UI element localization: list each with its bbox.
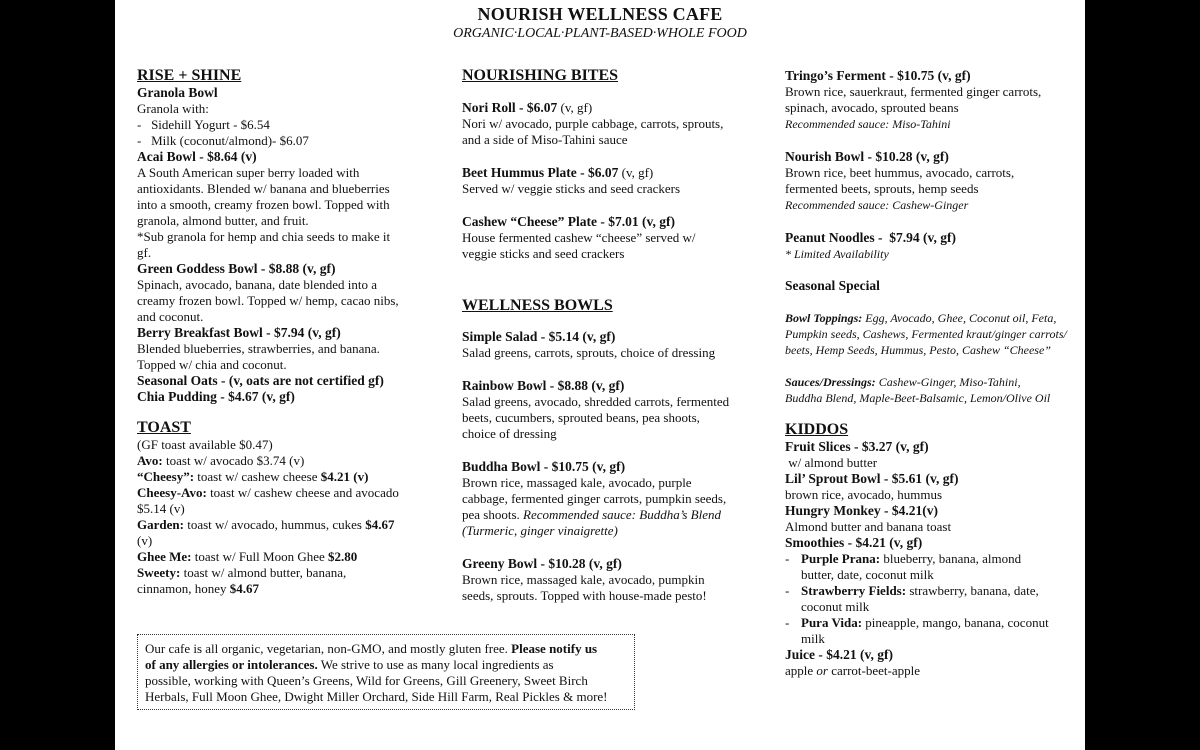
bowl-toppings-line <box>785 310 1067 326</box>
bullet-dash: - <box>785 583 790 598</box>
notice-emphasis: Please notify us <box>511 641 598 656</box>
beet-hummus-tag: (v, gf) <box>618 165 654 180</box>
toast-ghee-price: $2.80 <box>328 549 358 564</box>
chia-pudding-name: Chia Pudding - $4.67 (v, gf) <box>137 389 295 404</box>
lil-sprout-desc: brown rice, avocado, hummus <box>785 487 943 502</box>
granola-milk-option: - Milk (coconut/almond)- $6.07 <box>137 133 309 148</box>
acai-desc-line: into a smooth, creamy frozen bowl. Topped with <box>137 197 390 212</box>
nori-desc-line: Nori w/ avocado, purple cabbage, carrots, sprouts, <box>462 116 724 131</box>
nori-roll-name-line <box>462 100 729 116</box>
toast-sweety-desc: toast w/ almond butter, banana, <box>180 565 347 580</box>
toast-cheesy <box>137 469 399 485</box>
toast-avo-name: Avo: <box>137 453 163 468</box>
simple-salad-name: Simple Salad - $5.14 (v, gf) <box>462 329 616 344</box>
sauces-desc: Cashew-Ginger, Miso-Tahini, <box>875 375 1021 389</box>
toast-garden-desc: toast w/ avocado, hummus, cukes <box>183 517 366 532</box>
bullet-dash: - <box>785 615 790 630</box>
goddess-desc-line: creamy frozen bowl. Topped w/ hemp, cacao nibs, <box>137 293 399 308</box>
juice-or: or <box>816 663 828 678</box>
rainbow-desc-line: Salad greens, avocado, shredded carrots, fermented <box>462 394 730 409</box>
notice-line-2 <box>145 657 634 673</box>
toast-cheesy-avo <box>137 485 399 501</box>
smoothie-name: Purple Prana: <box>801 551 881 566</box>
beet-desc-line: Served w/ veggie sticks and seed crackers <box>462 181 681 196</box>
toast-sweety-price: $4.67 <box>229 581 260 596</box>
smoothie-name: Strawberry Fields: <box>801 583 907 598</box>
notice-emphasis: of any allergies or intolerances. <box>145 657 318 672</box>
seasonal-oats-name: Seasonal Oats - (v, oats are not certified gf) <box>137 373 384 388</box>
granola-bowl-name: Granola Bowl <box>137 85 218 100</box>
juice-desc <box>785 663 1067 679</box>
rainbow-desc-line: beets, cucumbers, sprouted beans, pea shoots, <box>462 410 700 425</box>
toast-cheesy-desc: toast w/ cashew cheese <box>194 469 321 484</box>
buddha-desc-text: pea shoots. <box>462 507 524 522</box>
lil-sprout-name: Lil’ Sprout Bowl - $5.61 (v, gf) <box>785 471 959 486</box>
column-right <box>785 68 1067 679</box>
simple-desc-line: Salad greens, carrots, sprouts, choice of dressing <box>462 345 716 360</box>
smoothie-pura-vida <box>785 615 1067 631</box>
rainbow-desc-line: choice of dressing <box>462 426 557 441</box>
greeny-desc-line: seeds, sprouts. Topped with house-made pesto! <box>462 588 707 603</box>
tringo-sauce: Recommended sauce: Miso-Tahini <box>785 117 951 131</box>
menu-page <box>115 0 1085 750</box>
granola-yogurt-option: - Sidehill Yogurt - $6.54 <box>137 117 270 132</box>
toast-cheesy-avo-name: Cheesy-Avo: <box>137 485 207 500</box>
smoothie-strawberry-fields <box>785 583 1067 599</box>
berry-desc-line: Topped w/ chia and coconut. <box>137 357 287 372</box>
nourish-desc-line: Brown rice, beet hummus, avocado, carrots, <box>785 165 1015 180</box>
acai-desc-line: A South American super berry loaded with <box>137 165 360 180</box>
toast-garden-name: Garden: <box>137 517 184 532</box>
bullet-dash: - <box>785 551 790 566</box>
nori-desc-line: and a side of Miso-Tahini sauce <box>462 132 628 147</box>
buddha-bowl-name: Buddha Bowl - $10.75 (v, gf) <box>462 459 626 474</box>
tringo-desc-line: spinach, avocado, sprouted beans <box>785 100 959 115</box>
toast-ghee-name: Ghee Me: <box>137 549 192 564</box>
toast-sweety-name: Sweety: <box>137 565 181 580</box>
nourish-desc-line: fermented beets, sprouts, hemp seeds <box>785 181 979 196</box>
goddess-desc-line: and coconut. <box>137 309 204 324</box>
section-rise-shine-heading: RISE + SHINE <box>137 67 242 84</box>
juice-option: apple <box>785 663 817 678</box>
cafe-subtitle: ORGANIC·LOCAL·PLANT-BASED·WHOLE FOOD <box>453 26 747 41</box>
smoothie-desc-cont: milk <box>801 631 825 646</box>
nori-roll-tag: (v, gf) <box>557 100 593 115</box>
toast-cheesy-price: $4.21 (v) <box>320 469 369 484</box>
cashew-desc-line: House fermented cashew “cheese” served w/ <box>462 230 696 245</box>
seasonal-special: Seasonal Special <box>785 278 880 293</box>
acai-desc-line: antioxidants. Blended w/ banana and blueberries <box>137 181 390 196</box>
greeny-bowl-name: Greeny Bowl - $10.28 (v, gf) <box>462 556 622 571</box>
nori-roll-name: Nori Roll - $6.07 <box>462 100 558 115</box>
juice-option: carrot-beet-apple <box>827 663 920 678</box>
buddha-sauce-detail: (Turmeric, ginger vinaigrette) <box>462 523 618 538</box>
hungry-monkey-desc: Almond butter and banana toast <box>785 519 952 534</box>
tringo-ferment-name: Tringo’s Ferment - $10.75 (v, gf) <box>785 68 971 83</box>
fruit-slices-desc: w/ almond butter <box>785 455 878 470</box>
smoothie-desc: strawberry, banana, date, <box>906 583 1039 598</box>
green-goddess-name: Green Goddess Bowl - $8.88 (v, gf) <box>137 261 336 276</box>
buddha-desc-line: cabbage, fermented ginger carrots, pumpkin seeds, <box>462 491 727 506</box>
goddess-desc-line: Spinach, avocado, banana, date blended into a <box>137 277 378 292</box>
notice-line-3: possible, working with Queen’s Greens, Wild for Greens, Gill Greenery, Sweet Birch <box>145 673 588 688</box>
acai-desc-line: granola, almond butter, and fruit. <box>137 213 309 228</box>
buddha-desc-line <box>462 507 729 523</box>
notice-line-4: Herbals, Full Moon Ghee, Dwight Miller Orchard, Side Hill Farm, Real Pickles & more! <box>145 689 608 704</box>
smoothie-purple-prana <box>785 551 1067 567</box>
berry-bowl-name: Berry Breakfast Bowl - $7.94 (v, gf) <box>137 325 341 340</box>
beet-hummus-name: Beet Hummus Plate - $6.07 <box>462 165 619 180</box>
notice-line-1 <box>145 641 634 657</box>
rainbow-bowl-name: Rainbow Bowl - $8.88 (v, gf) <box>462 378 625 393</box>
bowl-toppings-line: Pumpkin seeds, Cashews, Fermented kraut/ginger carrots/ <box>785 327 1067 341</box>
toast-garden-price: $4.67 <box>365 517 395 532</box>
peanut-noodles-name: Peanut Noodles - $7.94 (v, gf) <box>785 230 956 245</box>
greeny-desc-line: Brown rice, massaged kale, avocado, pumpkin <box>462 572 705 587</box>
smoothie-desc: pineapple, mango, banana, coconut <box>862 615 1049 630</box>
tringo-desc-line: Brown rice, sauerkraut, fermented ginger carrots, <box>785 84 1042 99</box>
toast-cheesy-name: “Cheesy”: <box>137 469 195 484</box>
fruit-slices-name: Fruit Slices - $3.27 (v, gf) <box>785 439 929 454</box>
section-wellness-bowls-heading: WELLNESS BOWLS <box>462 297 613 314</box>
section-toast-heading: TOAST <box>137 419 191 436</box>
juice-name: Juice - $4.21 (v, gf) <box>785 647 893 662</box>
toast-cheesy-avo-price: $5.14 (v) <box>137 501 185 516</box>
beet-hummus-name-line <box>462 165 729 181</box>
cafe-title: NOURISH WELLNESS CAFE <box>477 4 723 24</box>
acai-desc-line: gf. <box>137 245 152 260</box>
toast-cheesy-avo-desc: toast w/ cashew cheese and avocado <box>206 485 399 500</box>
section-bites-heading: NOURISHING BITES <box>462 67 619 84</box>
smoothie-desc-cont: butter, date, coconut milk <box>801 567 934 582</box>
acai-bowl-name: Acai Bowl - $8.64 (v) <box>137 149 257 164</box>
allergy-notice-box <box>137 634 635 710</box>
smoothie-name: Pura Vida: <box>801 615 863 630</box>
column-left <box>137 66 399 597</box>
toast-ghee <box>137 549 399 565</box>
toast-avo <box>137 453 399 469</box>
peanut-availability: * Limited Availability <box>785 247 889 261</box>
acai-desc-line: *Sub granola for hemp and chia seeds to make it <box>137 229 391 244</box>
toast-ghee-desc: toast w/ Full Moon Ghee <box>191 549 329 564</box>
cashew-cheese-name: Cashew “Cheese” Plate - $7.01 (v, gf) <box>462 214 675 229</box>
bowl-toppings-label: Bowl Toppings: <box>785 311 863 325</box>
buddha-desc-line: Brown rice, massaged kale, avocado, purple <box>462 475 692 490</box>
column-middle <box>462 66 729 604</box>
notice-text: We strive to use as many local ingredients as <box>317 657 554 672</box>
smoothies-name: Smoothies - $4.21 (v, gf) <box>785 535 923 550</box>
toast-sweety-desc2: cinnamon, honey <box>137 581 230 596</box>
gf-toast-note: (GF toast available $0.47) <box>137 437 273 452</box>
smoothie-desc: blueberry, banana, almond <box>880 551 1022 566</box>
berry-desc-line: Blended blueberries, strawberries, and banana. <box>137 341 380 356</box>
smoothie-desc-cont: coconut milk <box>801 599 870 614</box>
bowl-toppings-desc: Egg, Avocado, Ghee, Coconut oil, Feta, <box>862 311 1057 325</box>
section-kiddos-heading: KIDDOS <box>785 421 849 438</box>
toast-sweety-line2 <box>137 581 399 597</box>
toast-garden <box>137 517 399 533</box>
allergy-notice-text <box>138 635 634 705</box>
toast-sweety <box>137 565 399 581</box>
toast-garden-v: (v) <box>137 533 153 548</box>
sauces-label: Sauces/Dressings: <box>785 375 876 389</box>
notice-text: Our cafe is all organic, vegetarian, non-GMO, and mostly gluten free. <box>145 641 512 656</box>
granola-with: Granola with: <box>137 101 209 116</box>
nourish-bowl-name: Nourish Bowl - $10.28 (v, gf) <box>785 149 949 164</box>
nourish-sauce: Recommended sauce: Cashew-Ginger <box>785 198 969 212</box>
toast-avo-desc: toast w/ avocado $3.74 (v) <box>162 453 305 468</box>
sauces-line: Buddha Blend, Maple-Beet-Balsamic, Lemon/Olive Oil <box>785 391 1051 405</box>
sauces-line <box>785 374 1067 390</box>
hungry-monkey-name: Hungry Monkey - $4.21(v) <box>785 503 938 518</box>
bowl-toppings-line: beets, Hemp Seeds, Hummus, Pesto, Cashew “Cheese” <box>785 343 1051 357</box>
smoothie-list <box>785 551 1067 647</box>
cashew-desc-line: veggie sticks and seed crackers <box>462 246 625 261</box>
buddha-sauce-text: Recommended sauce: Buddha’s Blend <box>523 507 721 522</box>
